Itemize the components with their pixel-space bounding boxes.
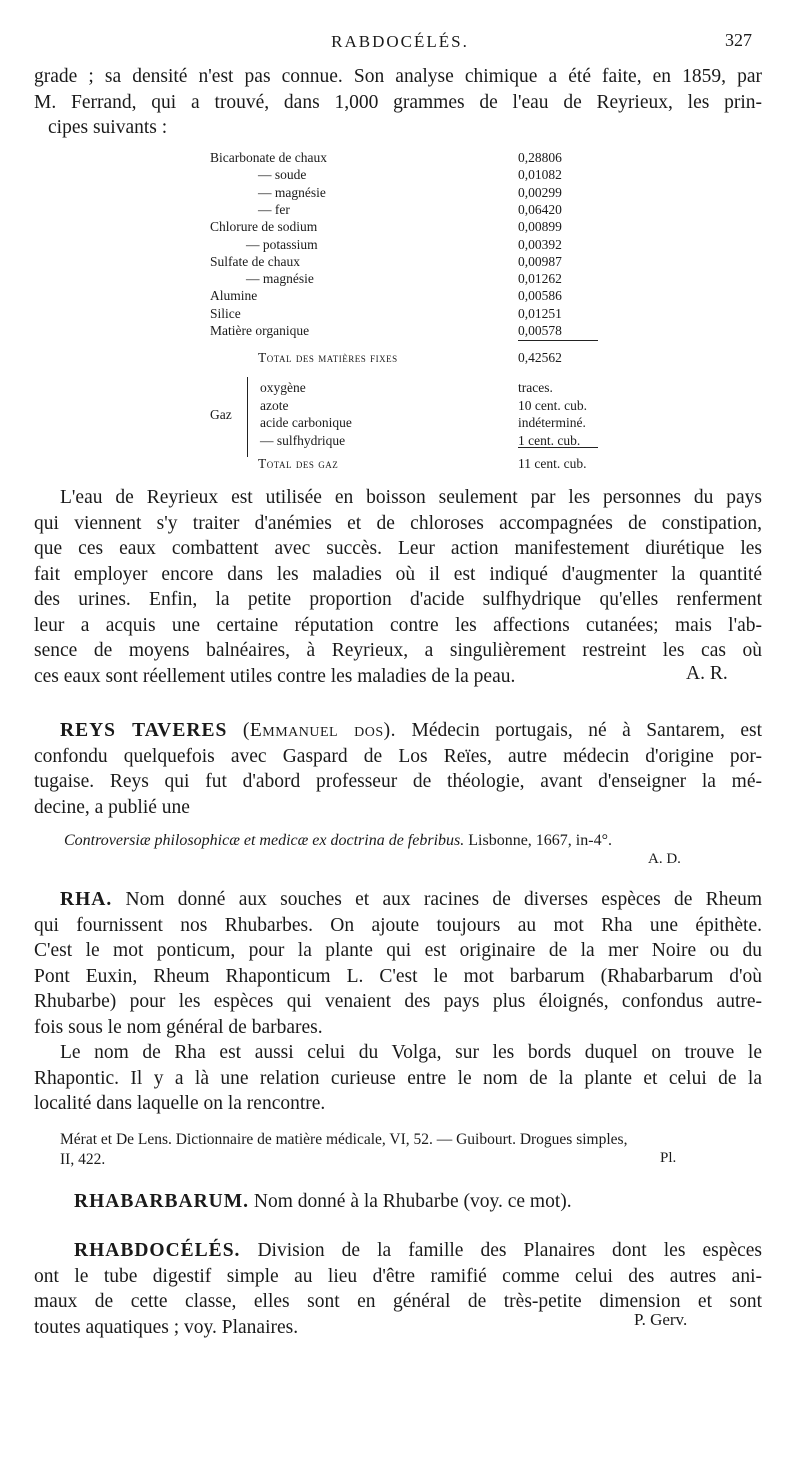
- text-line: que ces eaux combattent avec succès. Leur action manifestement diurétique les: [34, 538, 762, 559]
- signature: A. R.: [686, 663, 728, 684]
- row-value: traces.: [518, 380, 553, 395]
- entry-rhabarbarum: [34, 1189, 762, 1215]
- entry-headword: REYS TAVERES: [60, 720, 228, 741]
- entry-headword: RHA.: [60, 889, 113, 910]
- row-value: 0,00392: [518, 236, 562, 252]
- text-line: grade ; sa densité n'est pas connue. Son analyse chimique a été faite, en 1859, par: [34, 66, 762, 87]
- text-line: tugaise. Reys qui fut d'abord professeur de théologie, avant d'enseigner la mé-: [34, 771, 762, 792]
- row-label: — fer: [258, 201, 290, 217]
- bibliography-line: Mérat et De Lens. Dictionnaire de matière médicale, VI, 52. — Guibourt. Drogues simples,: [60, 1131, 628, 1148]
- text-line: M. Ferrand, qui a trouvé, dans 1,000 grammes de l'eau de Reyrieux, les prin-: [34, 91, 762, 113]
- text-line: L'eau de Reyrieux est utilisée en boisson seulement par les personnes du pays: [60, 487, 762, 508]
- work-title: Controversiæ philosophicæ et medicæ ex doctrina de febribus.: [64, 832, 465, 849]
- row-value: 0,01082: [518, 167, 562, 183]
- text-line: fait employer encore dans les maladies où il est indiqué d'augmenter la quantité: [34, 563, 762, 585]
- signature: Pl.: [660, 1150, 677, 1166]
- row-label: Sulfate de chaux: [210, 253, 300, 269]
- text-line: localité dans laquelle on la rencontre.: [34, 1093, 326, 1114]
- text-line: Nom donné à la Rhubarbe (voy. ce mot).: [253, 1191, 572, 1212]
- row-value: 10 cent. cub.: [518, 397, 587, 413]
- row-label: Alumine: [210, 288, 258, 304]
- entry-rha: [34, 887, 762, 1117]
- row-value: 0,00586: [518, 288, 562, 304]
- running-head: RABDOCÉLÉS.: [331, 32, 469, 51]
- bibliography: [60, 1130, 760, 1170]
- text-line: Médecin portugais, né à Santarem, est: [411, 720, 762, 741]
- row-label: — magnésie: [246, 271, 314, 287]
- reyrieux-paragraph: [34, 485, 762, 689]
- text-line: sence de moyens balnéaires, à Reyrieux, a singulièrement restreint les cas où: [34, 640, 762, 661]
- text-line: ont le tube digestif simple au lieu d'être ramifié comme celui des autres ani-: [34, 1265, 762, 1287]
- row-value: 0,01251: [518, 305, 562, 321]
- row-value: 0,00578: [518, 323, 562, 338]
- row-label: — magnésie: [258, 184, 326, 200]
- total-fixed-label: Total des matières fixes: [258, 350, 398, 365]
- row-label: Silice: [210, 305, 241, 321]
- text-line: qui viennent s'y traiter d'anémies et de chloroses accompagnées de constipation,: [34, 512, 762, 534]
- text-line: C'est le mot ponticum, pour la plante qui est originaire de la mer Noire ou du: [34, 940, 762, 961]
- total-gas-value: 11 cent. cub.: [518, 456, 587, 471]
- text-line: Pont Euxin, Rheum Rhaponticum L. C'est le mot barbarum (Rhabarbarum d'où: [34, 965, 762, 987]
- row-value: 0,00899: [518, 219, 562, 235]
- row-label: acide carbonique: [260, 415, 352, 430]
- text-line: toutes aquatiques ; voy. Planaires.: [34, 1316, 299, 1338]
- text-line: ces eaux sont réellement utiles contre les maladies de la peau.: [34, 665, 516, 687]
- signature: A. D.: [648, 851, 681, 867]
- text-line: des urines. Enfin, la petite proportion d'acide sulfhydrique qu'elles renferment: [34, 589, 762, 610]
- signature: P. Gerv.: [634, 1310, 688, 1329]
- row-label: oxygène: [260, 380, 306, 395]
- row-label: Matière organique: [210, 323, 310, 338]
- row-label: — potassium: [246, 236, 318, 252]
- row-value: 0,00987: [518, 253, 562, 269]
- entry-reys-taveres: [34, 718, 762, 820]
- row-value: 0,01262: [518, 271, 562, 287]
- intro-paragraph: [34, 64, 762, 141]
- text-line: Division de la famille des Planaires dont les espèces: [257, 1240, 762, 1261]
- row-label: — sulfhydrique: [260, 432, 346, 448]
- work-publication: Lisbonne, 1667, in-4°.: [468, 832, 612, 849]
- text-line: Rhubarbe) pour les espèces qui venaient des pays plus éloignés, confondus autre-: [34, 991, 762, 1012]
- row-value: indéterminé.: [518, 415, 586, 430]
- bibliography-line: II, 422.: [60, 1151, 106, 1168]
- text-line: maux de cette classe, elles sont en général de très-petite dimension et sont: [34, 1291, 762, 1312]
- total-gas-label: Total des gaz: [258, 456, 339, 471]
- page-number: 327: [725, 30, 752, 50]
- table-rule: [518, 340, 598, 341]
- gas-label: Gaz: [210, 407, 232, 422]
- table-rule: [518, 447, 598, 448]
- row-value: 0,06420: [518, 201, 562, 217]
- text-line: Nom donné aux souches et aux racines de diverses espèces de Rheum: [125, 889, 763, 910]
- text-line: decine, a publié une: [34, 796, 190, 818]
- text-line: qui fournissent nos Rhubarbes. On ajoute toujours au mot Rha une épithète.: [34, 914, 762, 936]
- text-line: cipes suivants :: [48, 117, 168, 138]
- row-value: 0,00299: [518, 184, 562, 200]
- text-line: Le nom de Rha est aussi celui du Volga, sur les bords duquel on trouve le: [60, 1042, 762, 1063]
- row-label: Chlorure de sodium: [210, 219, 318, 235]
- entry-headword: RHABDOCÉLÉS.: [74, 1240, 241, 1261]
- row-value: 1 cent. cub.: [518, 432, 581, 448]
- total-fixed-value: 0,42562: [518, 350, 562, 365]
- bibliography-line: [64, 831, 764, 851]
- row-label: — soude: [258, 167, 307, 183]
- gas-brace: [247, 377, 256, 457]
- text-line: fois sous le nom général de barbares.: [34, 1016, 323, 1038]
- text-line: leur a acquis une certaine réputation contre les affections cutanées; mais l'ab-: [34, 614, 762, 636]
- row-label: azote: [260, 397, 289, 413]
- text-line: Rhapontic. Il y a là une relation curieuse entre le nom de la plante et celui de la: [34, 1067, 762, 1089]
- row-label: Bicarbonate de chaux: [210, 150, 327, 165]
- text-line: confondu quelquefois avec Gaspard de Los Reïes, autre médecin d'origine por-: [34, 745, 762, 767]
- entry-forename: (Emmanuel dos).: [242, 720, 396, 741]
- row-value: 0,28806: [518, 150, 562, 165]
- entry-headword: RHABARBARUM.: [74, 1191, 250, 1212]
